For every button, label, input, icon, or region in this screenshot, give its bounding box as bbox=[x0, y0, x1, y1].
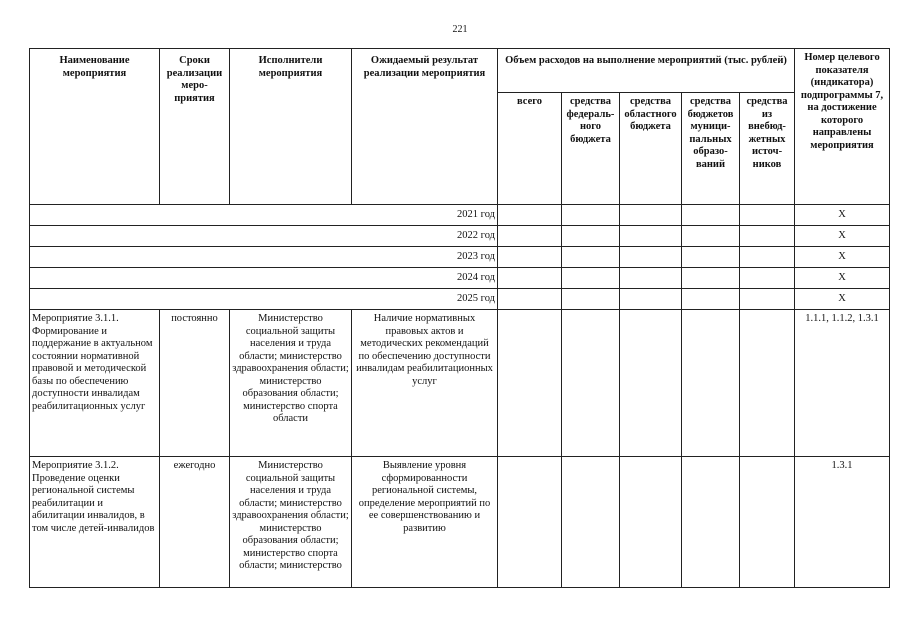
year-indicator: X bbox=[795, 205, 890, 226]
activity-result: Наличие нормативных правовых актов и методических рекомендаций по обеспечению доступности инвалидам реабилитационных услуг bbox=[352, 310, 498, 457]
table-row bbox=[30, 247, 890, 268]
year-label: 2025 год bbox=[30, 289, 498, 310]
activity-indicator: 1.1.1, 1.1.2, 1.3.1 bbox=[795, 310, 890, 457]
header-expenses: Объем расходов на выполнение мероприятий (тыс. рублей) bbox=[498, 49, 795, 93]
table-row bbox=[30, 205, 890, 226]
activity-name: Мероприятие 3.1.2. Проведение оценки региональной системы реабилитации и абилитации инвалидов, в том числе детей-инвалидов bbox=[30, 457, 160, 588]
year-indicator: X bbox=[795, 247, 890, 268]
table-row bbox=[30, 289, 890, 310]
activity-terms: постоянно bbox=[160, 310, 230, 457]
activity-executors: Министерство социальной защиты населения и труда области; министерство здравоохранения области; министерство образования области; министерство спорта области; министерство bbox=[230, 457, 352, 588]
activities-table bbox=[29, 48, 890, 588]
header-federal: средства федераль-ного бюджета bbox=[562, 93, 620, 205]
table-row bbox=[30, 310, 890, 457]
year-label: 2021 год bbox=[30, 205, 498, 226]
year-label: 2023 год bbox=[30, 247, 498, 268]
activity-terms: ежегодно bbox=[160, 457, 230, 588]
table-row bbox=[30, 268, 890, 289]
year-label: 2024 год bbox=[30, 268, 498, 289]
page-number: 221 bbox=[452, 24, 468, 35]
activity-name: Мероприятие 3.1.1. Формирование и поддержание в актуальном состоянии нормативной правовой и методической базы по обеспечению доступности инвалидам реабилитационных услуг bbox=[30, 310, 160, 457]
header-municipal: средства бюджетов муници-пальных образо-ваний bbox=[682, 93, 740, 205]
header-regional: средства областного бюджета bbox=[620, 93, 682, 205]
header-terms: Сроки реализации меро-приятия bbox=[160, 49, 230, 205]
year-label: 2022 год bbox=[30, 226, 498, 247]
activity-result: Выявление уровня сформированности региональной системы, определение мероприятий по ее совершенствованию и развитию bbox=[352, 457, 498, 588]
header-executors: Исполнители мероприятия bbox=[230, 49, 352, 205]
year-indicator: X bbox=[795, 268, 890, 289]
header-total: всего bbox=[498, 93, 562, 205]
header-name: Наименование мероприятия bbox=[30, 49, 160, 205]
activity-indicator: 1.3.1 bbox=[795, 457, 890, 588]
header-result: Ожидаемый результат реализации мероприятия bbox=[352, 49, 498, 205]
header-indicator: Номер целевого показателя (индикатора) подпрограммы 7, на достижение которого направлены мероприятия bbox=[795, 49, 890, 205]
table-row bbox=[30, 226, 890, 247]
header-extrabudget: средства из внебюд-жетных источ-ников bbox=[740, 93, 795, 205]
year-indicator: X bbox=[795, 226, 890, 247]
year-indicator: X bbox=[795, 289, 890, 310]
activity-executors: Министерство социальной защиты населения и труда области; министерство здравоохранения области; министерство образования области; министерство спорта области bbox=[230, 310, 352, 457]
table-row bbox=[30, 457, 890, 588]
